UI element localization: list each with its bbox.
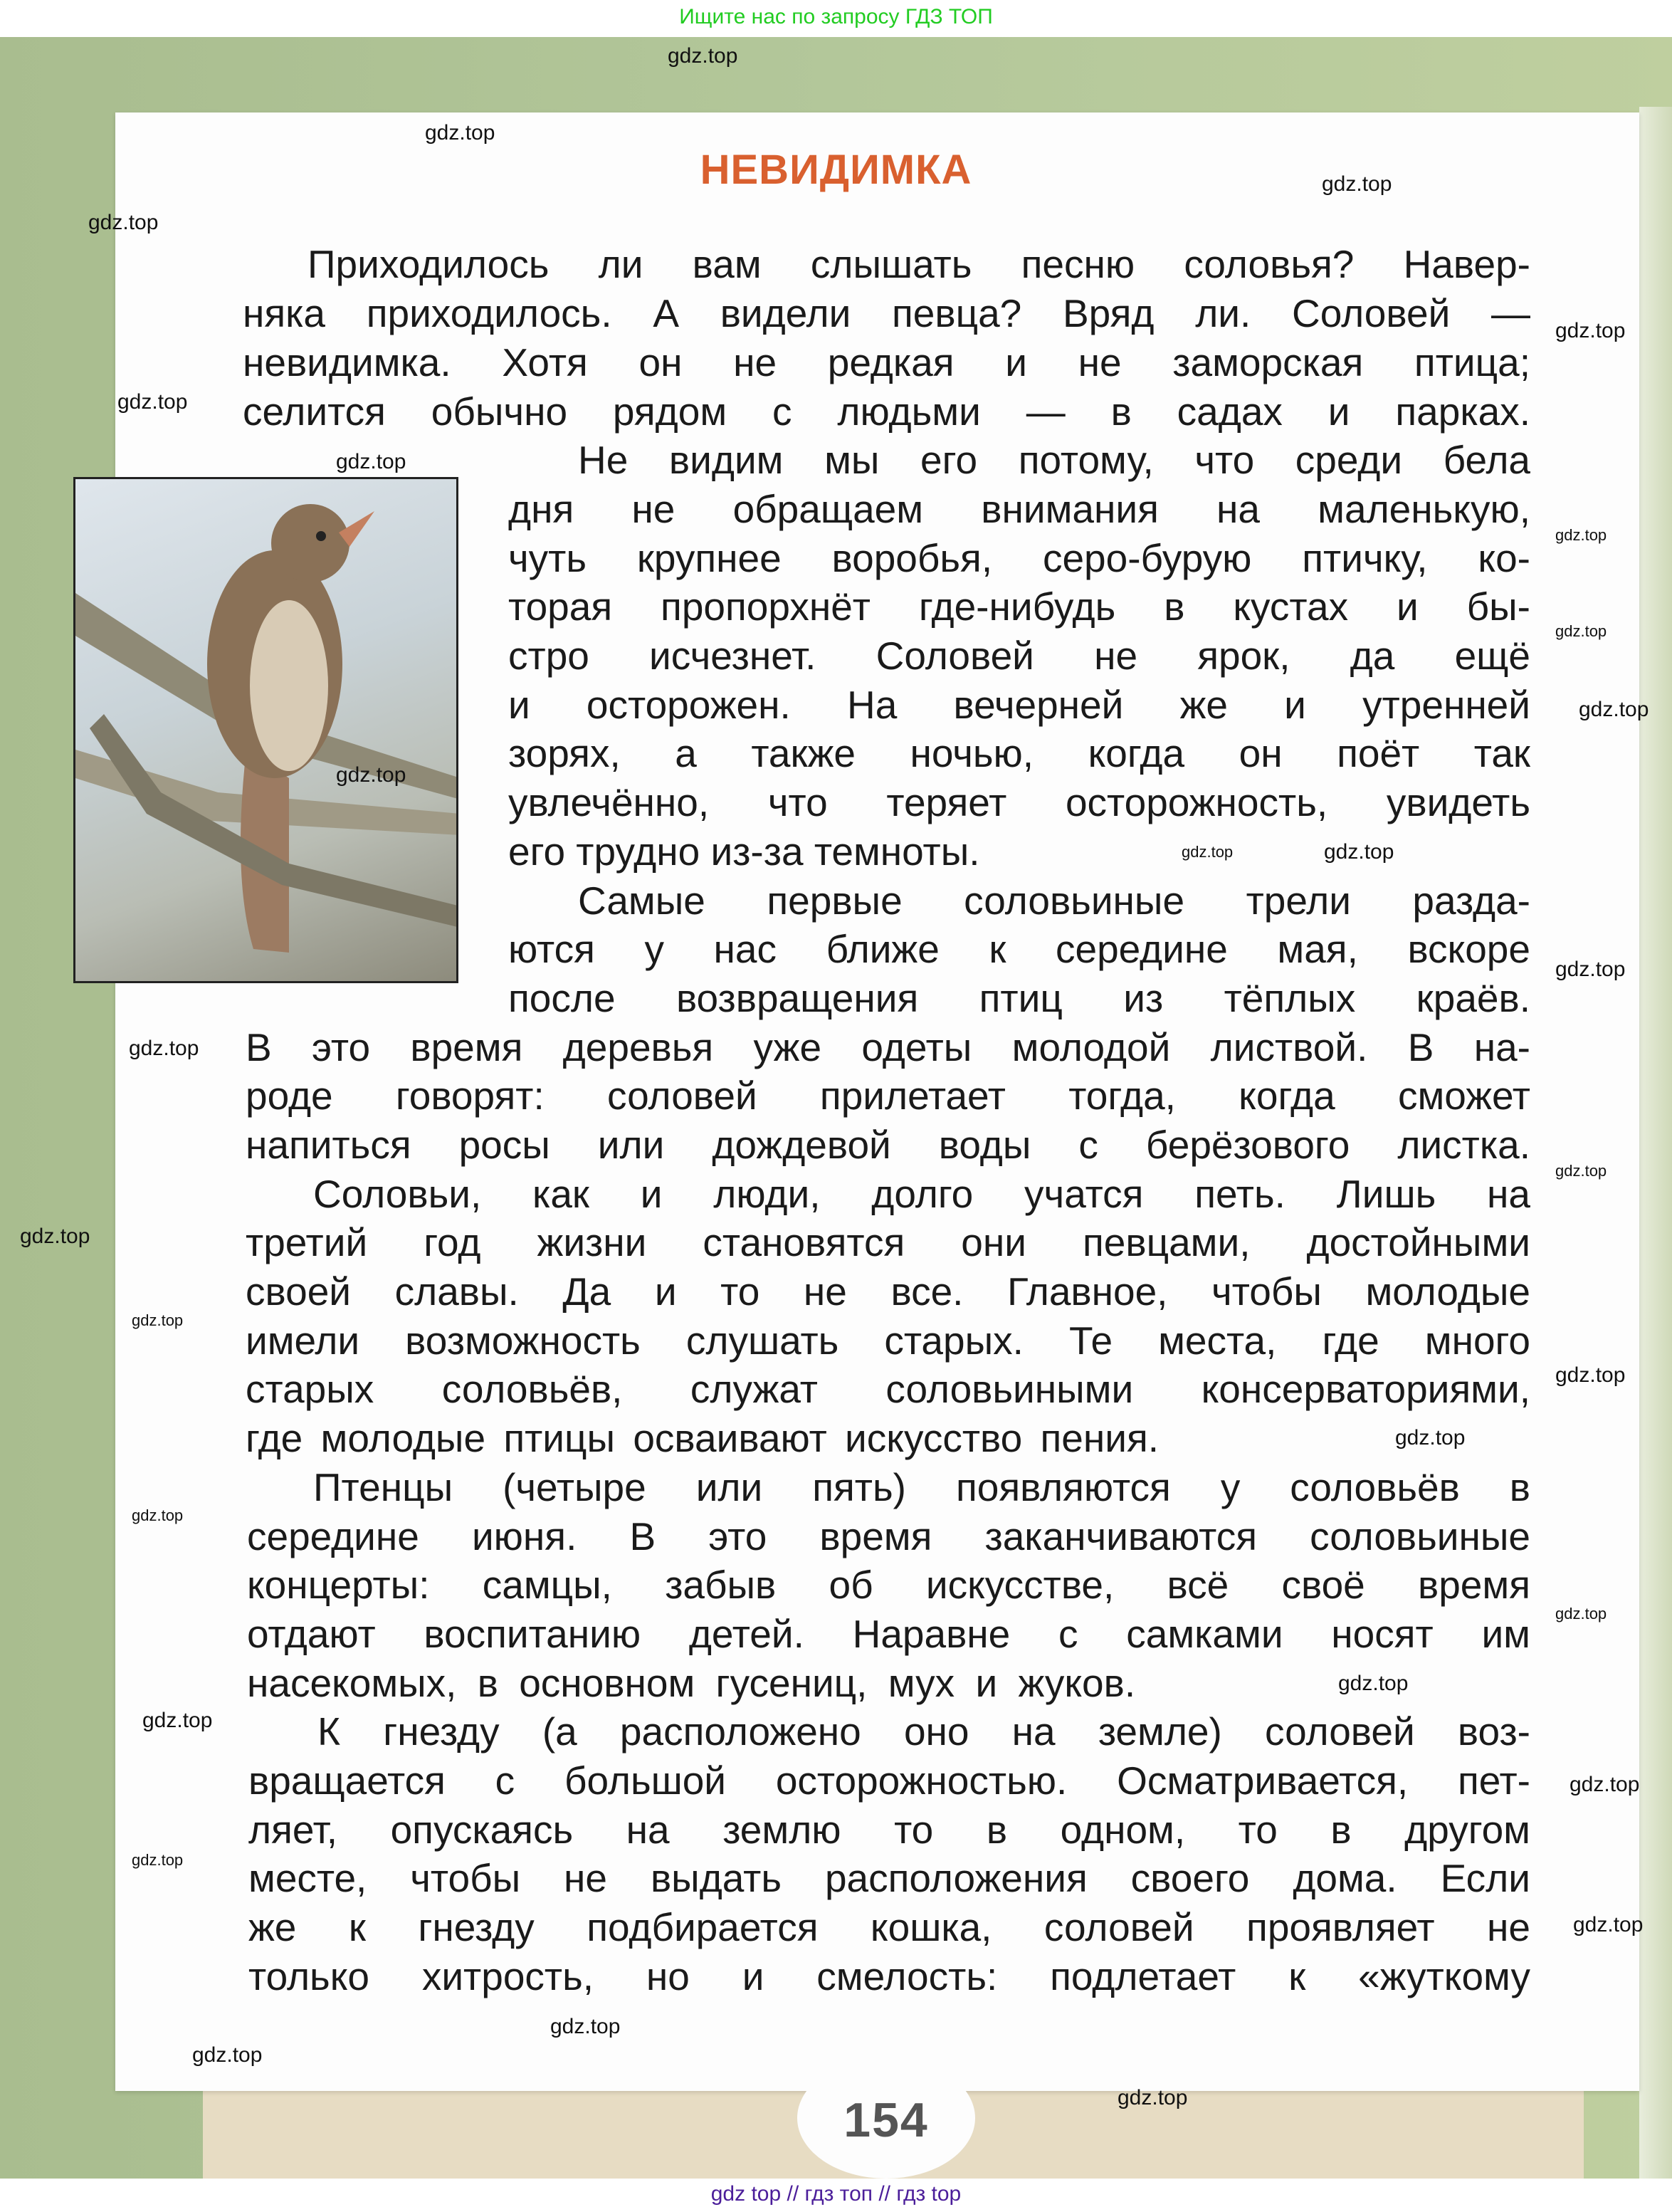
watermark: gdz.top: [1395, 1426, 1466, 1450]
text-line: селится обычно рядом с людьми — в садах и парках.: [243, 389, 1530, 434]
watermark: gdz.top: [1338, 1672, 1409, 1695]
text-line: его трудно из-за темноты.: [508, 829, 980, 874]
text-line: стро исчезнет. Соловей не ярок, да ещё: [508, 634, 1530, 678]
watermark: gdz.top: [1555, 1605, 1607, 1623]
text-line: роде говорят: соловей прилетает тогда, когда сможет: [246, 1074, 1530, 1118]
watermark: gdz.top: [336, 763, 406, 787]
watermark: gdz.top: [1573, 1913, 1644, 1936]
watermark: gdz.top: [425, 121, 495, 145]
text-line: Приходилось ли вам слышать песню соловья? Навер-: [307, 242, 1530, 286]
text-line: няка приходилось. А видели певца? Вряд ли. Соловей —: [243, 291, 1530, 335]
watermark: gdz.top: [88, 211, 159, 234]
watermark: gdz.top: [192, 2043, 263, 2067]
text-line: Птенцы (четыре или пять) появляются у соловьёв в: [313, 1465, 1530, 1509]
text-line: ляет, опускаясь на землю то в одном, то в другом: [248, 1808, 1530, 1852]
watermark: gdz.top: [117, 390, 188, 414]
page-edge: [1639, 107, 1672, 2179]
text-line: Не видим мы его потому, что среди бела: [578, 438, 1530, 482]
nightingale-illustration: [75, 479, 458, 983]
text-line: же к гнезду подбирается кошка, соловей проявляет не: [248, 1905, 1530, 1949]
watermark: gdz.top: [668, 44, 738, 68]
page-number: 154: [843, 2093, 929, 2147]
text-line: отдают воспитанию детей. Наравне с самками носят им: [247, 1612, 1530, 1656]
text-line: и осторожен. На вечерней же и утренней: [508, 683, 1530, 727]
watermark: gdz.top: [1322, 172, 1392, 196]
bottom-banner-text: gdz top // гдз топ // гдз top: [710, 2182, 962, 2206]
text-line: Самые первые соловьиные трели разда-: [578, 879, 1530, 923]
text-line: В это время деревья уже одеты молодой листвой. В на-: [246, 1025, 1530, 1069]
watermark: gdz.top: [336, 450, 406, 473]
bottom-banner: [0, 2179, 1672, 2212]
text-line: вращается с большой осторожностью. Осматривается, пет-: [248, 1758, 1530, 1803]
text-line: своей славы. Да и то не все. Главное, чтобы молодые: [246, 1269, 1530, 1314]
text-line: К гнезду (а расположено оно на земле) соловей воз-: [317, 1709, 1530, 1754]
text-line: старых соловьёв, служат соловьиными консерваториями,: [246, 1367, 1530, 1411]
watermark: gdz.top: [1182, 843, 1234, 861]
text-line: торая пропорхнёт где-нибудь в кустах и бы-: [508, 585, 1530, 629]
watermark: gdz.top: [1570, 1773, 1640, 1796]
text-line: где молодые птицы осваивают искусство пения.: [246, 1416, 1160, 1460]
text-line: чуть крупнее воробья, серо-бурую птичку, ко-: [508, 536, 1530, 580]
text-line: после возвращения птиц из тёплых краёв.: [508, 976, 1530, 1020]
watermark: gdz.top: [1579, 698, 1649, 721]
top-banner-text: Ищите нас по запросу ГДЗ ТОП: [679, 5, 993, 28]
text-line: середине июня. В это время заканчиваются соловьиные: [247, 1514, 1530, 1558]
text-line: имели возможность слушать старых. Те места, где много: [246, 1319, 1530, 1363]
text-line: напиться росы или дождевой воды с берёзового листка.: [246, 1123, 1530, 1167]
text-line: месте, чтобы не выдать расположения своего дома. Если: [248, 1856, 1530, 1900]
watermark: gdz.top: [1555, 526, 1607, 544]
text-line: ются у нас ближе к середине мая, вскоре: [508, 927, 1530, 971]
text-line: только хитрость, но и смелость: подлетает к «жуткому: [248, 1954, 1530, 1998]
nightingale-photo: [73, 477, 458, 983]
text-line: зорях, а также ночью, когда он поёт так: [508, 731, 1530, 775]
watermark: gdz.top: [1324, 840, 1394, 864]
text-line: невидимка. Хотя он не редкая и не заморская птица;: [243, 340, 1530, 384]
text-line: дня не обращаем внимания на маленькую,: [508, 487, 1530, 531]
watermark: gdz.top: [1555, 319, 1626, 342]
watermark: gdz.top: [1555, 1162, 1607, 1180]
text-line: увлечённо, что теряет осторожность, увидеть: [508, 780, 1530, 824]
page-number-oval: [797, 2058, 975, 2179]
watermark: gdz.top: [142, 1709, 213, 1732]
watermark: gdz.top: [550, 2015, 621, 2038]
watermark: gdz.top: [20, 1225, 90, 1248]
watermark: gdz.top: [132, 1851, 184, 1869]
text-line: Соловьи, как и люди, долго учатся петь. Лишь на: [313, 1172, 1530, 1216]
watermark: gdz.top: [132, 1311, 184, 1329]
text-line: третий год жизни становятся они певцами, достойными: [246, 1220, 1530, 1264]
watermark: gdz.top: [1555, 1363, 1626, 1387]
story-title: НЕВИДИМКА: [700, 147, 972, 193]
watermark: gdz.top: [129, 1037, 199, 1060]
watermark: gdz.top: [1555, 622, 1607, 640]
top-banner: [0, 0, 1672, 37]
text-line: насекомых, в основном гусениц, мух и жуков.: [247, 1661, 1136, 1705]
text-line: концерты: самцы, забыв об искусстве, всё своё время: [247, 1563, 1530, 1607]
watermark: gdz.top: [1118, 2086, 1188, 2109]
watermark: gdz.top: [1555, 958, 1626, 981]
watermark: gdz.top: [132, 1506, 184, 1524]
